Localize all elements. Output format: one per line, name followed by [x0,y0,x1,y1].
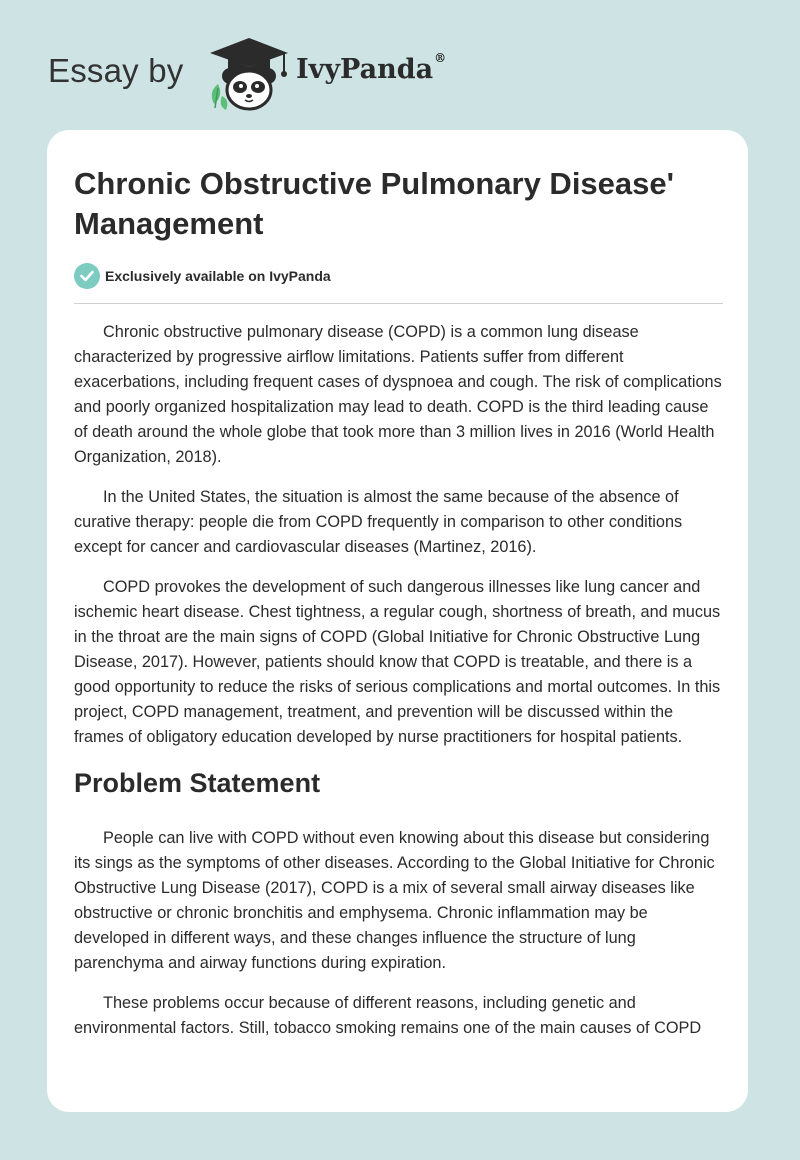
paragraph: Chronic obstructive pulmonary disease (COPD) is a common lung disease characterized by progressive airflow limitations. Patients suffer from different exacerbations, including frequent cases of dyspnoea and cough. The risk of complications and poorly organized hospitalization may lead to death. COPD is the third leading cause of death around the whole globe that took more than 3 million lives in 2016 (World Health Organization, 2018). [74,323,722,466]
brand-name-text: IvyPanda [296,54,434,85]
essay-body [74,320,724,1056]
essay-card [47,130,748,1112]
paragraph: These problems occur because of different reasons, including genetic and environmental factors. Still, tobacco smoking remains one of the main causes of COPD [74,994,702,1037]
paragraph: People can live with COPD without even knowing about this disease but considering its sings as the symptoms of other diseases. According to the Global Initiative for Chronic Obstructive Lung Disease (2017), COPD is a mix of several small airway diseases like obstructive or chronic bronchitis and emphysema. Chronic inflammation may be developed in different ways, and these changes influence the structure of lung parenchyma and airway functions during expiration. [74,829,715,972]
page-title: Chronic Obstructive Pulmonary Disease' Management [74,166,675,241]
exclusive-badge-text: Exclusively available on IvyPanda [105,268,331,284]
divider [74,303,723,304]
paragraph: COPD provokes the development of such dangerous illnesses like lung cancer and ischemic heart disease. Chest tightness, a regular cough, shortness of breath, and mucus in the throat are the main signs of COPD (Global Initiative for Chronic Obstructive Lung Disease, 2017). However, patients should know that COPD is treatable, and there is a good opportunity to reduce the risks of serious complications and mortal outcomes. In this project, COPD management, treatment, and prevention will be discussed within the frames of obligatory education developed by nurse practitioners for hospital patients. [74,578,721,746]
check-circle-icon [74,263,100,289]
paragraph: In the United States, the situation is almost the same because of the absence of curative therapy: people die from COPD frequently in comparison to other conditions except for cancer and cardiovascular diseases (Martinez, 2016). [74,488,683,556]
essay-by-label: Essay by [48,52,184,89]
brand-name[interactable] [296,51,447,85]
section-heading: Problem Statement [74,768,321,798]
registered-mark: ® [434,51,447,65]
panda-graduate-logo-icon[interactable] [204,36,294,112]
site-header [48,30,488,110]
exclusive-badge [74,263,331,289]
